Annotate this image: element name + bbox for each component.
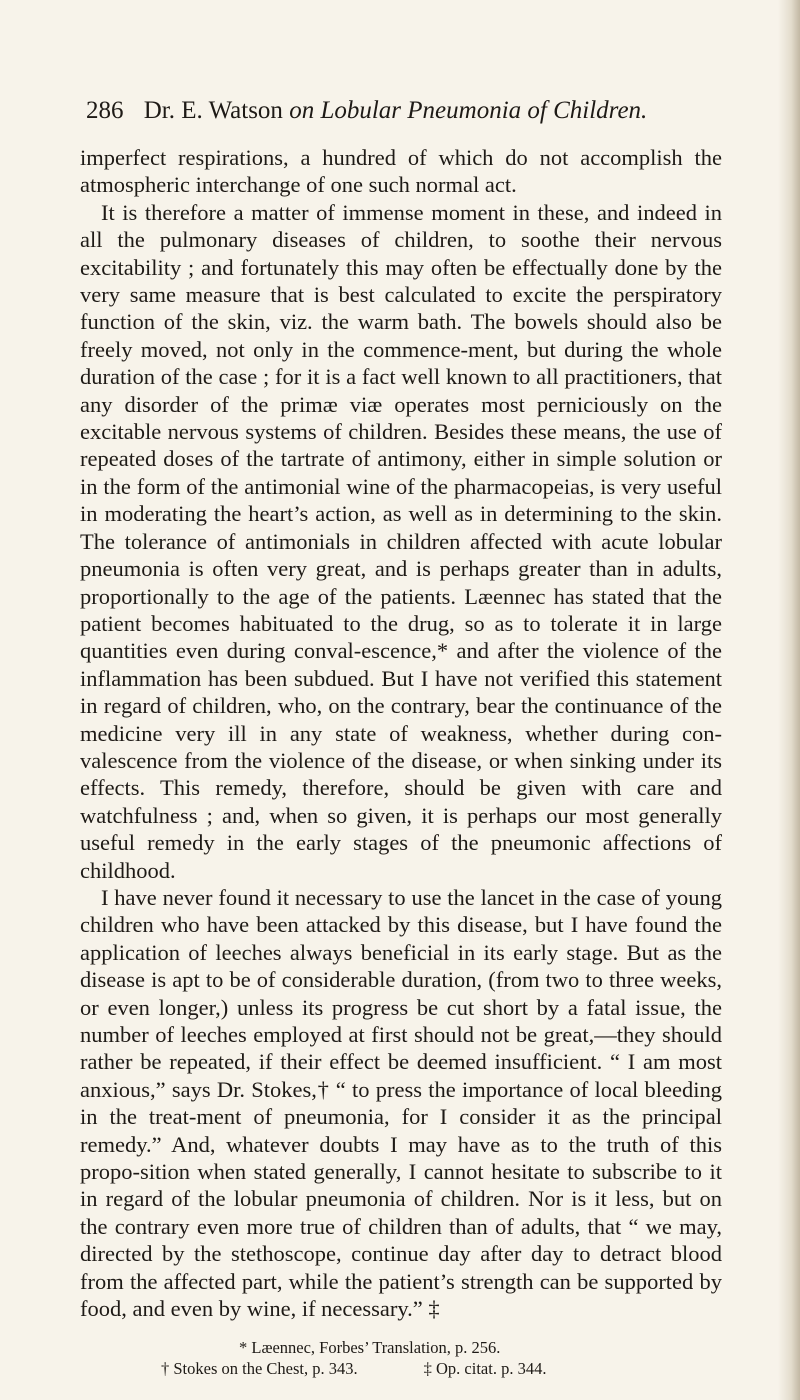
running-header xyxy=(86,96,726,126)
footnote-row-2 xyxy=(80,1358,722,1379)
paragraph-3: I have never found it necessary to use the lancet in the case of young children who have been attacked by this disease, but I have found the application of leeches always beneficial in its early stage. But as the disease is apt to be of considerable duration, (from two to three weeks, or even longer,) unless its progress be cut short by a fatal issue, the number of leeches employed at first should not be great,—they should rather be repeated, if their effect be deemed insufficient. “ I am most anxious,” says Dr. Stokes,† “ to press the importance of local bleeding in the treat-ment of pneumonia, for I consider it as the principal remedy.” And, whatever doubts I may have as to the truth of this propo-sition when stated generally, I cannot hesitate to subscribe to it in regard of the lobular pneumonia of children. Nor is it less, but on the contrary even more true of children than of adults, that “ we may, directed by the stethoscope, continue day after day to detract blood from the affected part, while the patient’s strength can be supported by food, and even by wine, if necessary.” ‡ xyxy=(80,884,722,1322)
header-of: of xyxy=(527,97,547,124)
footnotes xyxy=(80,1337,722,1379)
header-on: on xyxy=(289,97,315,124)
header-title: Lobular Pneumonia xyxy=(320,97,522,124)
footnote-double-dagger: ‡ Op. citat. p. 344. xyxy=(423,1359,547,1378)
paragraph-2: It is therefore a matter of immense moment in these, and indeed in all the pulmonary diseases of children, to soothe their nervous excitability ; and fortunately this may often be effectually done by the very same measure that is best calculated to excite the perspiratory function of the skin, viz. the warm bath. The bowels should also be freely moved, not only in the commence-ment, but during the whole duration of the case ; for it is a fact well known to all practitioners, that any disorder of the primæ viæ operates most perniciously on the excitable nervous systems of children. Besides these means, the use of repeated doses of the tartrate of antimony, either in simple solution or in the form of the antimonial wine of the pharmacopeias, is very useful in moderating the heart’s action, as well as in determining to the skin. The tolerance of antimonials in children affected with acute lobular pneumonia is often very great, and is perhaps greater than in adults, proportionally to the age of the patients. Læennec has stated that the patient becomes habituated to the drug, so as to tolerate it in large quantities even during conval-escence,* and after the violence of the inflammation has been subdued. But I have not verified this statement in regard of children, who, on the contrary, bear the continuance of the medicine very ill in any state of weakness, whether during con-valescence from the violence of the disease, or when sinking under its effects. This remedy, therefore, should be given with care and watchfulness ; and, when so given, it is perhaps our most generally useful remedy in the early stages of the pneumonic affections of childhood. xyxy=(80,199,722,883)
header-subject: Children. xyxy=(553,97,648,124)
page-number: 286 xyxy=(86,97,124,124)
footnote-dagger: † Stokes on the Chest, p. 343. xyxy=(161,1359,358,1378)
body-text xyxy=(80,144,722,1322)
header-author: Dr. E. Watson xyxy=(143,97,283,124)
page-edge-shadow xyxy=(778,0,800,1400)
footnote-star: * Læennec, Forbes’ Translation, p. 256. xyxy=(239,1338,501,1357)
paragraph-1: imperfect respirations, a hundred of which do not accomplish the atmospheric interchange of one such normal act. xyxy=(80,145,722,198)
